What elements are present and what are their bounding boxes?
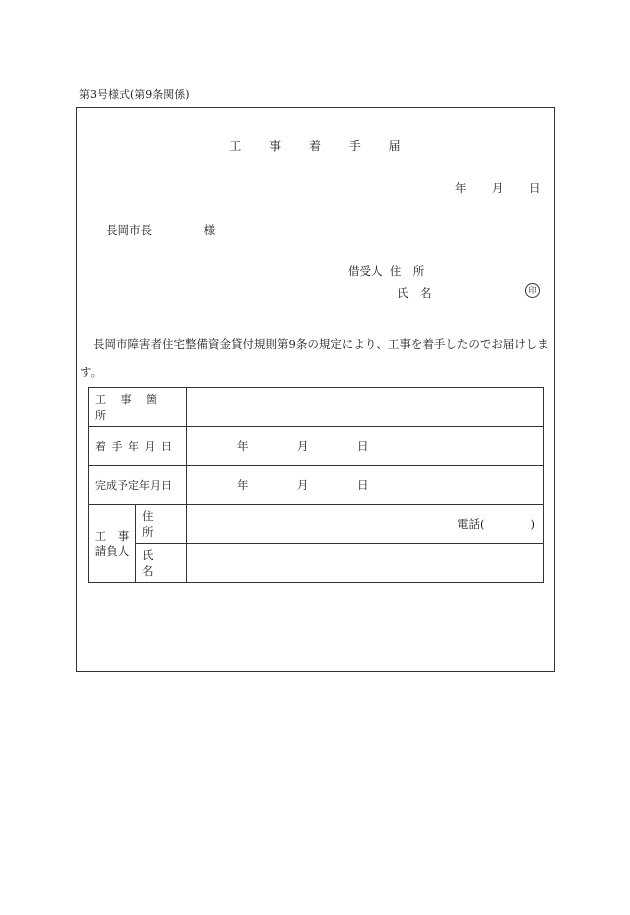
title-char: 事 (269, 139, 282, 153)
submission-date (455, 180, 566, 196)
month-unit: 月 (492, 181, 504, 195)
construction-info-table (88, 387, 544, 583)
contractor-address-field[interactable] (187, 505, 544, 544)
borrower-name-label: 氏 名 (397, 286, 432, 300)
start-date-label: 着手年月日 (89, 427, 187, 466)
addressee (106, 222, 215, 238)
contractor-name-field[interactable] (187, 544, 544, 583)
completion-date-field[interactable] (187, 466, 544, 505)
borrower-block (348, 263, 432, 301)
borrower-role: 借受人 (348, 264, 383, 278)
month-unit: 月 (297, 439, 309, 453)
year-unit: 年 (237, 439, 249, 453)
contractor-name-label: 氏 名 (136, 544, 187, 583)
addressee-honorific: 様 (203, 223, 216, 237)
borrower-address-label: 住 所 (389, 264, 425, 278)
table-row (89, 505, 544, 544)
year-unit: 年 (237, 478, 249, 492)
site-label: 工 事 箇 所 (89, 388, 187, 427)
site-field[interactable] (187, 388, 544, 427)
day-unit: 日 (357, 478, 369, 492)
body-paragraph: 長岡市障害者住宅整備資金貸付規則第9条の規定により、工事を着手したのでお届けします。 (80, 337, 549, 379)
table-row (89, 388, 544, 427)
phone-label: 電話( ) (457, 517, 535, 531)
table-row (89, 544, 544, 583)
year-unit: 年 (455, 181, 467, 195)
title-char: 手 (348, 139, 361, 153)
month-unit: 月 (297, 478, 309, 492)
title-char: 工 (229, 139, 242, 153)
start-date-field[interactable] (187, 427, 544, 466)
day-unit: 日 (357, 439, 369, 453)
title-char: 届 (388, 139, 401, 153)
document-title (0, 137, 630, 154)
completion-date-label: 完成予定年月日 (89, 466, 187, 505)
contractor-label-text: 工 事 請負人 (94, 528, 130, 558)
table-row (89, 427, 544, 466)
day-unit: 日 (529, 181, 541, 195)
seal-mark: 印 (525, 283, 540, 298)
contractor-label (89, 505, 136, 583)
addressee-name: 長岡市長 (106, 223, 152, 237)
contractor-address-label: 住 所 (136, 505, 187, 544)
table-row (89, 466, 544, 505)
title-char: 着 (308, 139, 321, 153)
form-number-label: 第3号様式(第9条関係) (79, 88, 190, 101)
